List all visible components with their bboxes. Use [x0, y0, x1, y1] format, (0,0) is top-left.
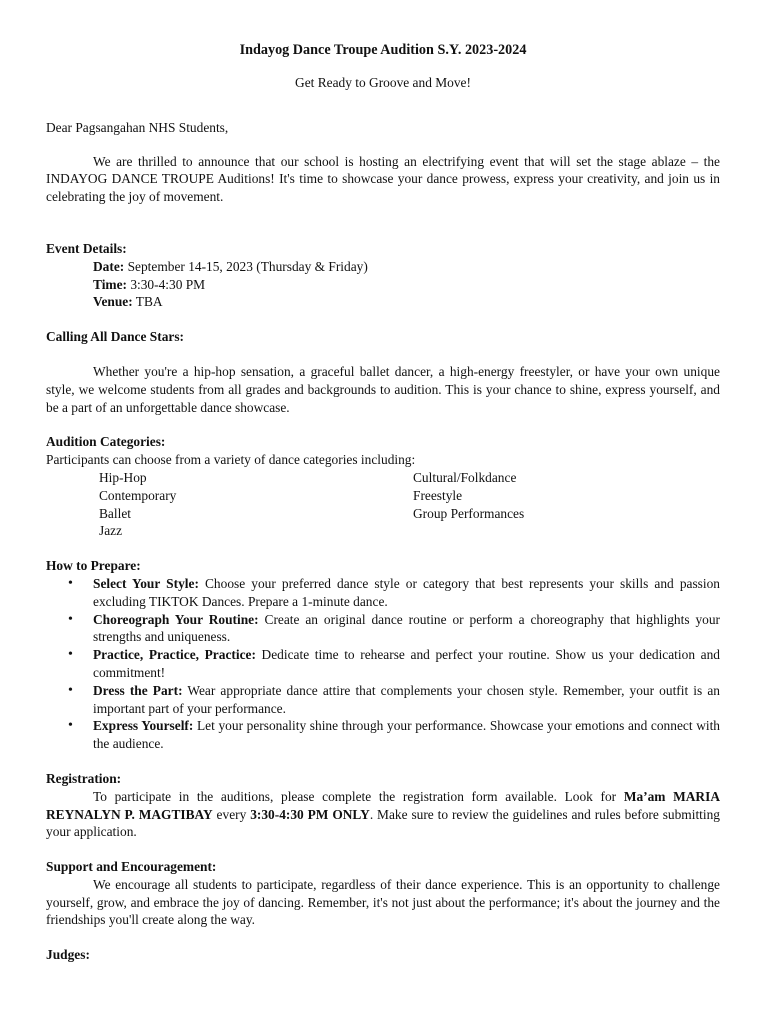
bullet-icon: • [68, 682, 73, 698]
categories-section [46, 433, 720, 540]
categories-intro: Participants can choose from a variety of dance categories including: [46, 452, 416, 468]
registration-section [46, 770, 720, 841]
event-details-list [46, 258, 720, 311]
list-item [46, 611, 720, 647]
category-item: Jazz [99, 523, 123, 539]
intro-paragraph: We are thrilled to announce that our school is hosting an electrifying event that will set the stage ablaze – the INDAYOG DANCE TROUPE Auditions! It's time to showcase your dance prowess, express your creativity, and join us in celebrating the joy of movement. [46, 153, 720, 205]
time-label: Time: [93, 276, 127, 292]
categories-column-2 [413, 469, 720, 540]
item-label: Choreograph Your Routine: [93, 611, 259, 627]
document-title: Indayog Dance Troupe Audition S.Y. 2023-2024 [239, 42, 527, 58]
support-heading: Support and Encouragement: [46, 859, 217, 875]
item-text: Dedicate time to rehearse and perfect your routine. Show us your dedication and commitment! [93, 647, 720, 680]
bullet-icon: • [68, 647, 73, 663]
item-text: Create an original dance routine or perform a choreography that highlights your strengths and uniqueness. [93, 611, 720, 645]
categories-heading: Audition Categories: [46, 434, 166, 450]
registration-text: To participate in the auditions, please complete the registration form available. Look for [93, 788, 624, 804]
category-item: Hip-Hop [99, 469, 147, 485]
event-date [93, 258, 720, 276]
list-item [46, 575, 720, 611]
item-label: Express Yourself: [93, 718, 194, 734]
item-text: Choose your preferred dance style or category that best represents your skills and passion excluding TIKTOK Dances. Prepare a 1-minute dance. [93, 575, 720, 609]
registration-text: . Make sure to review the guidelines and rules before submitting your application. [46, 806, 720, 840]
judges-heading: Judges: [46, 947, 90, 963]
item-label: Select Your Style: [93, 575, 199, 591]
event-details-section [46, 240, 720, 311]
registration-text: every [212, 806, 251, 822]
category-item: Contemporary [99, 487, 177, 503]
item-label: Practice, Practice, Practice: [93, 647, 256, 663]
prepare-section [46, 557, 720, 753]
registration-heading: Registration: [46, 770, 122, 786]
date-label: Date: [93, 258, 125, 274]
document-subtitle: Get Ready to Groove and Move! [295, 75, 471, 90]
category-item: Group Performances [413, 505, 525, 521]
venue-value: TBA [132, 294, 163, 310]
calling-heading: Calling All Dance Stars: [46, 329, 184, 345]
categories-column-1 [99, 469, 413, 540]
list-item [46, 717, 720, 753]
category-item: Cultural/Folkdance [413, 469, 517, 485]
support-paragraph: We encourage all students to participate, regardless of their dance experience. This is an opportunity to challenge yourself, grow, and embrace the joy of dancing. Remember, it's not just about the performance; it's about the journey and the friendships you'll create along the way. [46, 876, 720, 928]
judges-section [46, 946, 720, 964]
registration-paragraph [46, 788, 720, 841]
item-text: Let your personality shine through your performance. Showcase your emotions and connect with the audience. [93, 718, 721, 752]
greeting: Dear Pagsangahan NHS Students, [46, 119, 229, 135]
calling-paragraph: Whether you're a hip-hop sensation, a graceful ballet dancer, a high-energy freestyler, or have your own unique style, we welcome students from all grades and backgrounds to audition. This is your chance to shine, express yourself, and be a part of an unforgettable dance showcase. [46, 363, 720, 415]
item-text: Wear appropriate dance attire that complements your chosen style. Remember, your outfit is an important part of your performance. [93, 682, 720, 716]
venue-label: Venue: [93, 294, 133, 310]
bullet-icon: • [68, 718, 73, 734]
event-time [93, 276, 720, 294]
categories-columns [46, 469, 720, 540]
contact-name: Ma’am MARIA REYNALYN P. MAGTIBAY [46, 788, 720, 822]
registration-time: 3:30-4:30 PM ONLY [250, 806, 370, 822]
list-item [46, 646, 720, 682]
item-label: Dress the Part: [93, 682, 183, 698]
prepare-heading: How to Prepare: [46, 558, 141, 574]
support-section [46, 858, 720, 929]
category-item: Freestyle [413, 487, 463, 503]
date-value: September 14-15, 2023 (Thursday & Friday) [124, 258, 368, 274]
time-value: 3:30-4:30 PM [126, 276, 206, 292]
bullet-icon: • [68, 611, 73, 627]
document-page [46, 42, 720, 964]
category-item: Ballet [99, 505, 131, 521]
list-item [46, 682, 720, 718]
event-details-heading: Event Details: [46, 240, 127, 256]
bullet-icon: • [68, 575, 73, 591]
prepare-list [46, 575, 720, 753]
calling-section [46, 328, 720, 416]
event-venue [93, 293, 720, 311]
